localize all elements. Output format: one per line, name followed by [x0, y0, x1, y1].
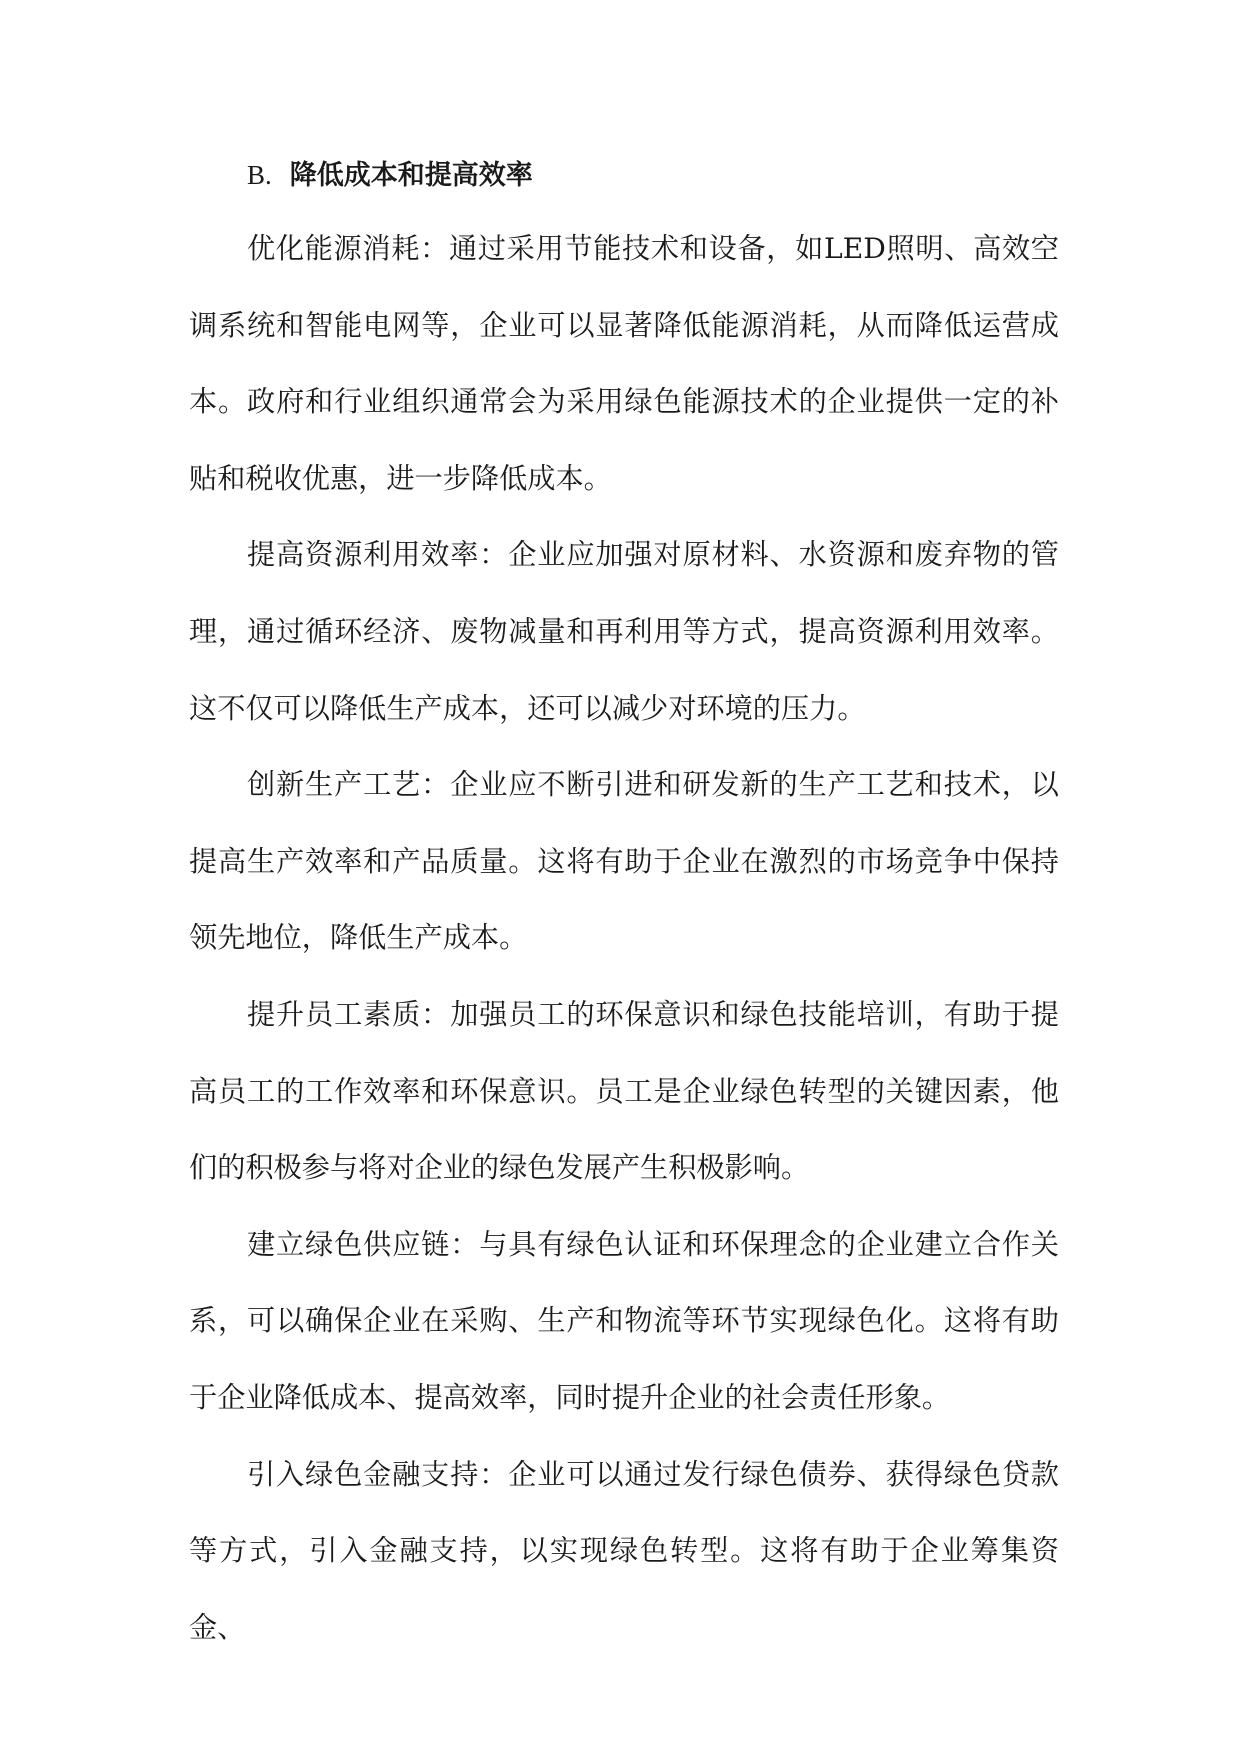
paragraph-process-innovation: 创新生产工艺：企业应不断引进和研发新的生产工艺和技术，以提高生产效率和产品质量。这将有助于企业在激烈的市场竞争中保持领先地位，降低生产成本。 [189, 768, 1059, 955]
paragraph-resources: 提高资源利用效率：企业应加强对原材料、水资源和废弃物的管理，通过循环经济、废物减量和再利用等方式，提高资源利用效率。这不仅可以降低生产成本，还可以减少对环境的压力。 [189, 538, 1059, 725]
section-number: B. [247, 160, 272, 190]
paragraph-staff-quality: 提升员工素质：加强员工的环保意识和绿色技能培训，有助于提高员工的工作效率和环保意识。员工是企业绿色转型的关键因素，他们的积极参与将对企业的绿色发展产生积极影响。 [189, 997, 1059, 1185]
paragraph-energy: 优化能源消耗：通过采用节能技术和设备，如LED照明、高效空调系统和智能电网等，企业可以显著降低能源消耗，从而降低运营成本。政府和行业组织通常会为采用绿色能源技术的企业提供一定的补贴和税收优惠，进一步降低成本。 [189, 232, 1059, 495]
paragraph-green-finance: 引入绿色金融支持：企业可以通过发行绿色债券、获得绿色贷款等方式，引入金融支持，以实现绿色转型。这将有助于企业筹集资金、 [189, 1457, 1059, 1644]
section-title: 降低成本和提高效率 [289, 160, 533, 191]
paragraph-green-supply-chain: 建立绿色供应链：与具有绿色认证和环保理念的企业建立合作关系，可以确保企业在采购、生产和物流等环节实现绿色化。这将有助于企业降低成本、提高效率，同时提升企业的社会责任形象。 [189, 1227, 1059, 1414]
page-content [189, 140, 1059, 1666]
section-heading [189, 140, 1059, 211]
